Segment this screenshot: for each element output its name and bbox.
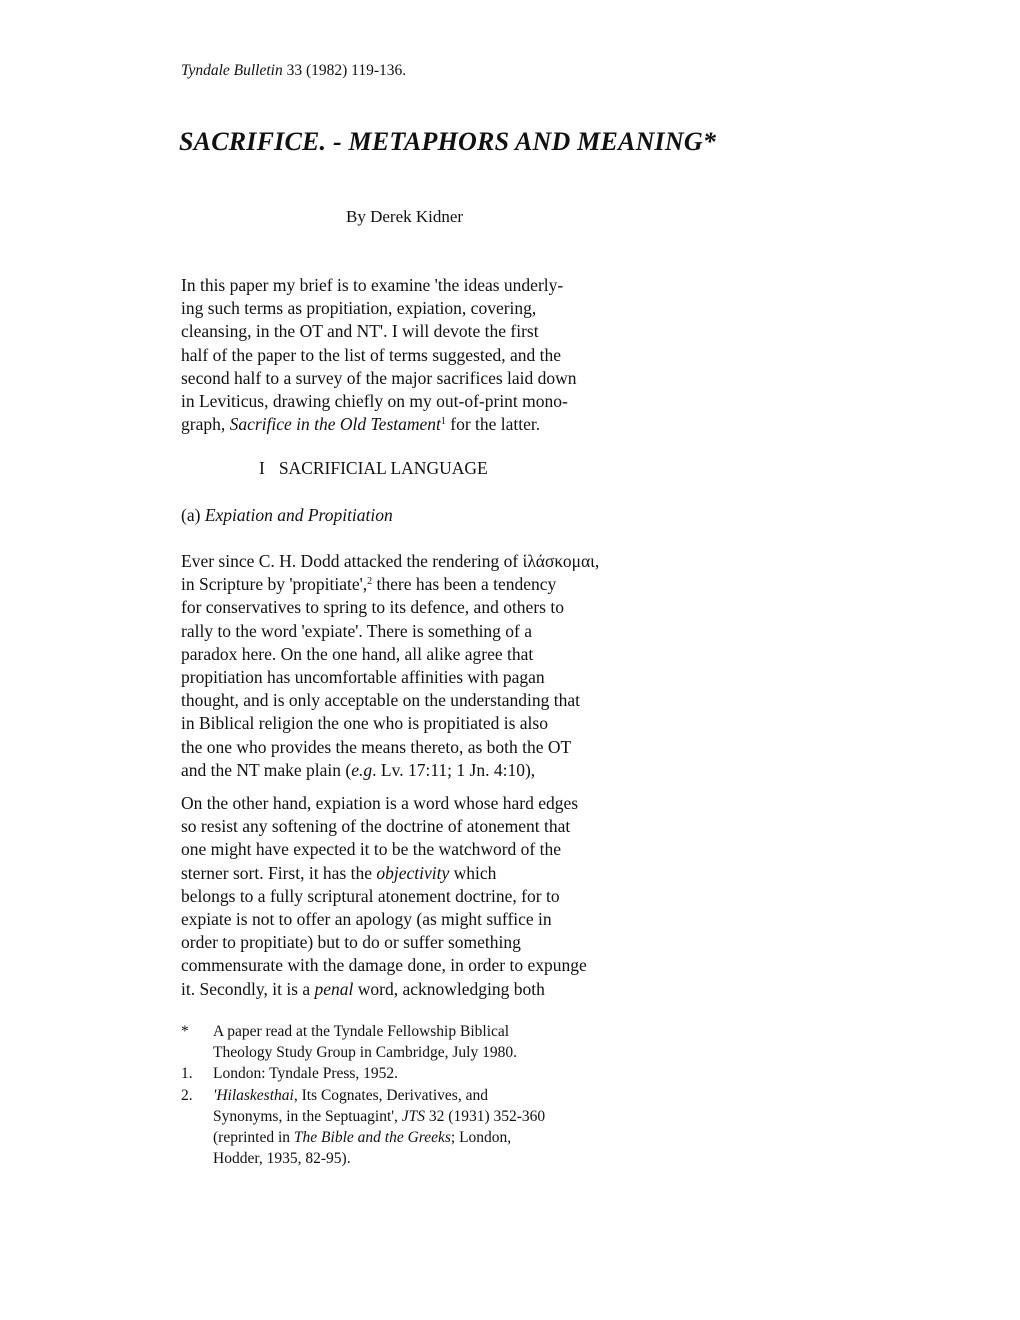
text-line: so resist any softening of the doctrine of atonement that	[181, 816, 571, 837]
text-segment: there has been a tendency	[372, 574, 557, 595]
footnote-1	[181, 1063, 545, 1084]
text-line: paradox here. On the one hand, all alike agree that	[181, 643, 534, 664]
text-line: half of the paper to the list of terms suggested, and the	[181, 344, 562, 365]
footnote-ref-2: 2	[367, 576, 373, 588]
body-paragraph	[181, 792, 701, 1001]
text-line: ing such terms as propitiation, expiation, covering,	[181, 298, 537, 319]
text-line: Ever since C. H. Dodd attacked the rendering of ἱλάσκομαι,	[181, 551, 600, 571]
text-segment: . Lv. 17:11; 1 Jn. 4:10),	[372, 759, 536, 780]
footnote-line	[213, 1085, 545, 1106]
text-segment: ; London,	[450, 1129, 512, 1147]
journal-citation	[181, 62, 406, 80]
journal-name: Tyndale Bulletin	[181, 62, 283, 79]
text-line: the one who provides the means thereto, as both the OT	[181, 736, 572, 757]
intro-paragraph	[181, 274, 701, 436]
text-segment: sterner sort. First, it has the	[181, 862, 377, 883]
book-title: Sacrifice in the Old Testament	[229, 414, 441, 435]
text-segment: word, acknowledging both	[353, 978, 545, 999]
text-segment: which	[449, 862, 497, 883]
footnotes	[181, 1021, 545, 1169]
footnote-line: Hodder, 1935, 82-95).	[213, 1150, 351, 1168]
italic-segment: e.g	[351, 759, 373, 780]
text-line: rally to the word 'expiate'. There is something of a	[181, 620, 533, 641]
footnote-mark: 1.	[181, 1065, 193, 1083]
text-line: In this paper my brief is to examine 'the ideas underly-	[181, 275, 564, 295]
subsection-title: Expiation and Propitiation	[204, 505, 393, 525]
footnote-mark: 2.	[181, 1086, 193, 1104]
footnote-star	[181, 1021, 545, 1063]
text-line: propitiation has uncomfortable affinities with pagan	[181, 667, 545, 688]
footnote-2	[181, 1085, 545, 1170]
text-segment: for the latter.	[445, 414, 541, 435]
journal-volume: 33 (1982) 119-136.	[282, 62, 407, 79]
text-line	[181, 862, 701, 885]
text-segment: it. Secondly, it is a	[181, 978, 315, 999]
footnote-ref-1: 1	[440, 416, 446, 428]
text-line: thought, and is only acceptable on the understanding that	[181, 690, 580, 711]
footnote-line: Theology Study Group in Cambridge, July 1980.	[213, 1044, 517, 1062]
text-segment: in Scripture by 'propitiate',	[181, 574, 368, 595]
footnote-line	[213, 1106, 545, 1127]
footnote-line: London: Tyndale Press, 1952.	[213, 1065, 399, 1083]
text-line	[181, 413, 701, 436]
text-segment: (reprinted in	[213, 1129, 294, 1147]
text-line	[181, 759, 701, 782]
text-line: order to propitiate) but to do or suffer something	[181, 932, 521, 953]
text-line: one might have expected it to be the watchword of the	[181, 839, 562, 860]
author-byline: By Derek Kidner	[346, 207, 464, 226]
text-line	[181, 978, 701, 1001]
text-line: commensurate with the damage done, in order to expunge	[181, 955, 587, 976]
italic-segment: 'Hilaskesthai	[213, 1086, 294, 1104]
subsection-label: (a)	[181, 505, 205, 525]
footnote-line	[213, 1127, 545, 1148]
text-segment: graph,	[181, 414, 230, 435]
paper-title: SACRIFICE. - METAPHORS AND MEANING*	[179, 127, 717, 156]
text-segment: Synonyms, in the Septuagint',	[213, 1107, 402, 1125]
section-title: SACRIFICIAL LANGUAGE	[278, 458, 488, 478]
text-line: On the other hand, expiation is a word whose hard edges	[181, 793, 579, 813]
text-line: cleansing, in the OT and NT'. I will devote the first	[181, 321, 539, 342]
text-segment: , Its Cognates, Derivatives, and	[293, 1086, 488, 1104]
italic-segment: penal	[314, 978, 354, 999]
text-line: second half to a survey of the major sacrifices laid down	[181, 367, 577, 388]
text-segment: 32 (1931) 352-360	[425, 1107, 546, 1125]
text-line: in Leviticus, drawing chiefly on my out-of-print mono-	[181, 391, 568, 412]
section-heading	[259, 458, 488, 479]
text-line: expiate is not to offer an apology (as might suffice in	[181, 909, 552, 930]
footnote-mark: *	[181, 1023, 189, 1040]
text-line: belongs to a fully scriptural atonement doctrine, for to	[181, 885, 560, 906]
text-line: in Biblical religion the one who is propitiated is also	[181, 713, 548, 734]
text-segment: and the NT make plain (	[181, 759, 352, 780]
body-paragraph	[181, 550, 701, 782]
text-line	[181, 573, 701, 596]
journal-abbrev: JTS	[401, 1107, 426, 1125]
italic-segment: objectivity	[376, 862, 450, 883]
section-number: I	[259, 458, 265, 478]
footnote-line: A paper read at the Tyndale Fellowship Biblical	[213, 1023, 510, 1040]
subsection-heading	[181, 505, 393, 526]
text-line: for conservatives to spring to its defence, and others to	[181, 597, 564, 618]
book-title: The Bible and the Greeks	[293, 1129, 451, 1147]
